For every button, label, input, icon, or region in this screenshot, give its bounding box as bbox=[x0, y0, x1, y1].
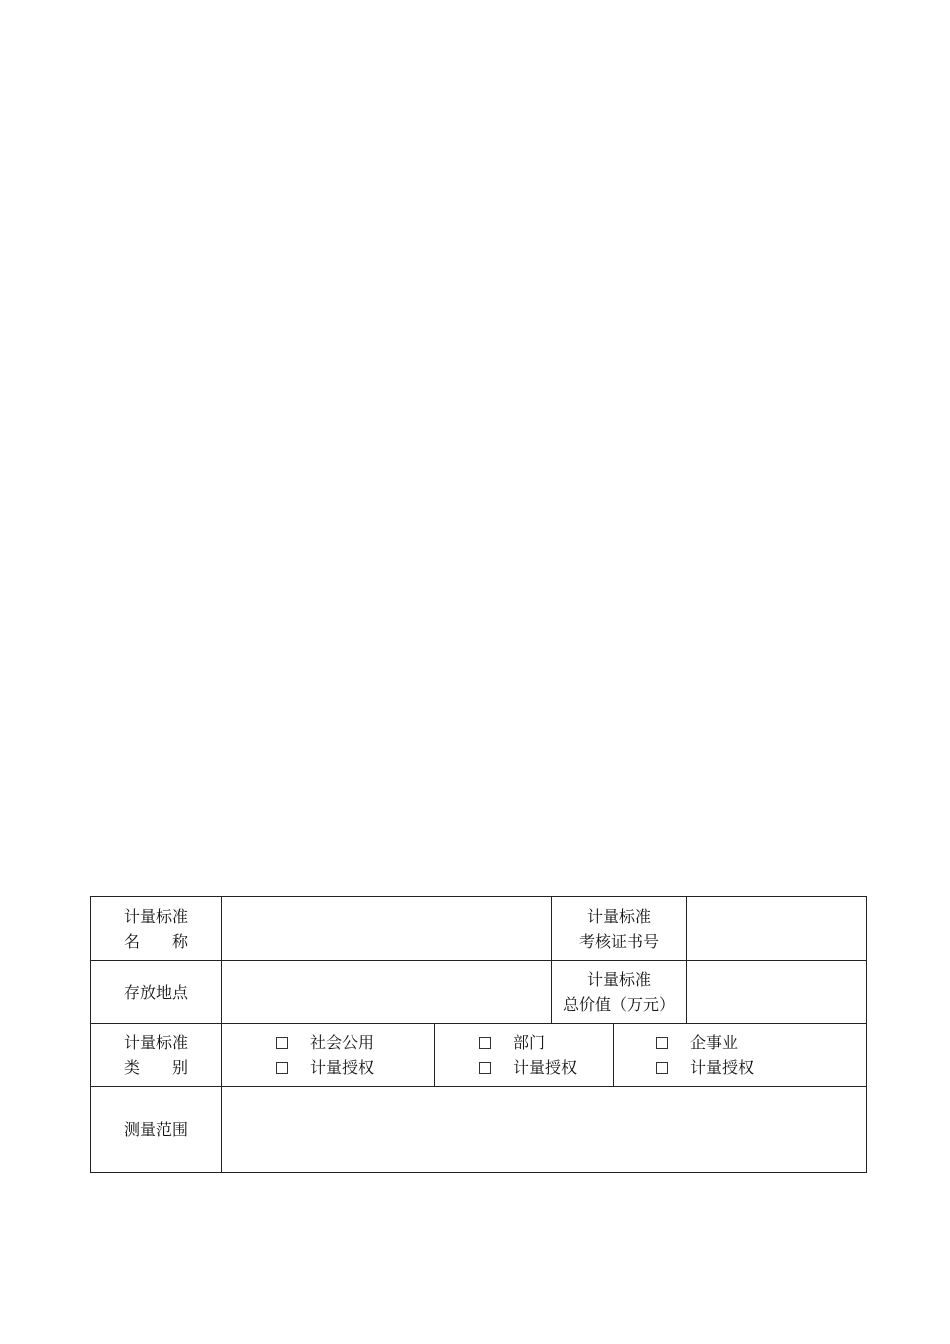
standard-category-label-char1: 类 bbox=[124, 1058, 141, 1077]
option-enterprise-line1[interactable] bbox=[614, 1030, 866, 1055]
standard-category-label-line2 bbox=[124, 1055, 188, 1080]
option-enterprise-authorization-label: 计量授权 bbox=[690, 1058, 755, 1077]
option-department-line1[interactable] bbox=[435, 1030, 613, 1055]
option-public-line1[interactable] bbox=[222, 1030, 434, 1055]
category-option-public bbox=[222, 1024, 435, 1086]
certificate-number-label-line2: 考核证书号 bbox=[578, 931, 659, 951]
storage-location-field[interactable] bbox=[222, 961, 552, 1023]
option-department-label: 部门 bbox=[513, 1033, 546, 1052]
option-public-authorization-label: 计量授权 bbox=[310, 1058, 375, 1077]
standard-name-label-char1: 名 bbox=[124, 931, 141, 951]
form-row-measurement-range bbox=[91, 1087, 866, 1172]
option-enterprise-line2[interactable] bbox=[614, 1055, 866, 1080]
option-department-line2[interactable] bbox=[435, 1055, 613, 1080]
form-row-storage-location bbox=[91, 961, 866, 1024]
standard-category-label-line1: 计量标准 bbox=[123, 1033, 188, 1052]
form-row-standard-name bbox=[91, 897, 866, 961]
category-option-enterprise bbox=[614, 1024, 866, 1086]
measurement-range-field[interactable] bbox=[222, 1087, 866, 1172]
total-value-label-line2: 总价值（万元） bbox=[562, 995, 675, 1014]
total-value-label bbox=[552, 961, 687, 1023]
certificate-number-field[interactable] bbox=[687, 897, 866, 960]
checkbox-icon[interactable] bbox=[276, 1037, 288, 1049]
category-option-department bbox=[435, 1024, 614, 1086]
total-value-label-line1: 计量标准 bbox=[586, 970, 651, 989]
checkbox-icon[interactable] bbox=[276, 1062, 288, 1074]
certificate-number-label bbox=[552, 897, 687, 960]
certificate-number-label-line1: 计量标准 bbox=[586, 906, 651, 926]
standard-name-label-char2: 称 bbox=[172, 931, 189, 951]
checkbox-icon[interactable] bbox=[479, 1037, 491, 1049]
option-public-label: 社会公用 bbox=[310, 1033, 375, 1052]
storage-location-label: 存放地点 bbox=[91, 961, 222, 1023]
option-enterprise-label: 企事业 bbox=[690, 1033, 739, 1052]
total-value-field[interactable] bbox=[687, 961, 866, 1023]
standard-name-label bbox=[91, 897, 222, 960]
option-department-authorization-label: 计量授权 bbox=[513, 1058, 578, 1077]
checkbox-icon[interactable] bbox=[656, 1062, 668, 1074]
standard-name-label-line1: 计量标准 bbox=[123, 906, 188, 926]
option-public-line2[interactable] bbox=[222, 1055, 434, 1080]
form-row-standard-category bbox=[91, 1024, 866, 1087]
checkbox-icon[interactable] bbox=[656, 1037, 668, 1049]
standard-category-label-char2: 别 bbox=[172, 1058, 189, 1077]
standard-name-field[interactable] bbox=[222, 897, 552, 960]
checkbox-icon[interactable] bbox=[479, 1062, 491, 1074]
standard-name-label-line2 bbox=[124, 929, 188, 954]
metrology-standard-form bbox=[90, 896, 867, 1173]
measurement-range-label: 测量范围 bbox=[91, 1087, 222, 1172]
standard-category-label bbox=[91, 1024, 222, 1086]
